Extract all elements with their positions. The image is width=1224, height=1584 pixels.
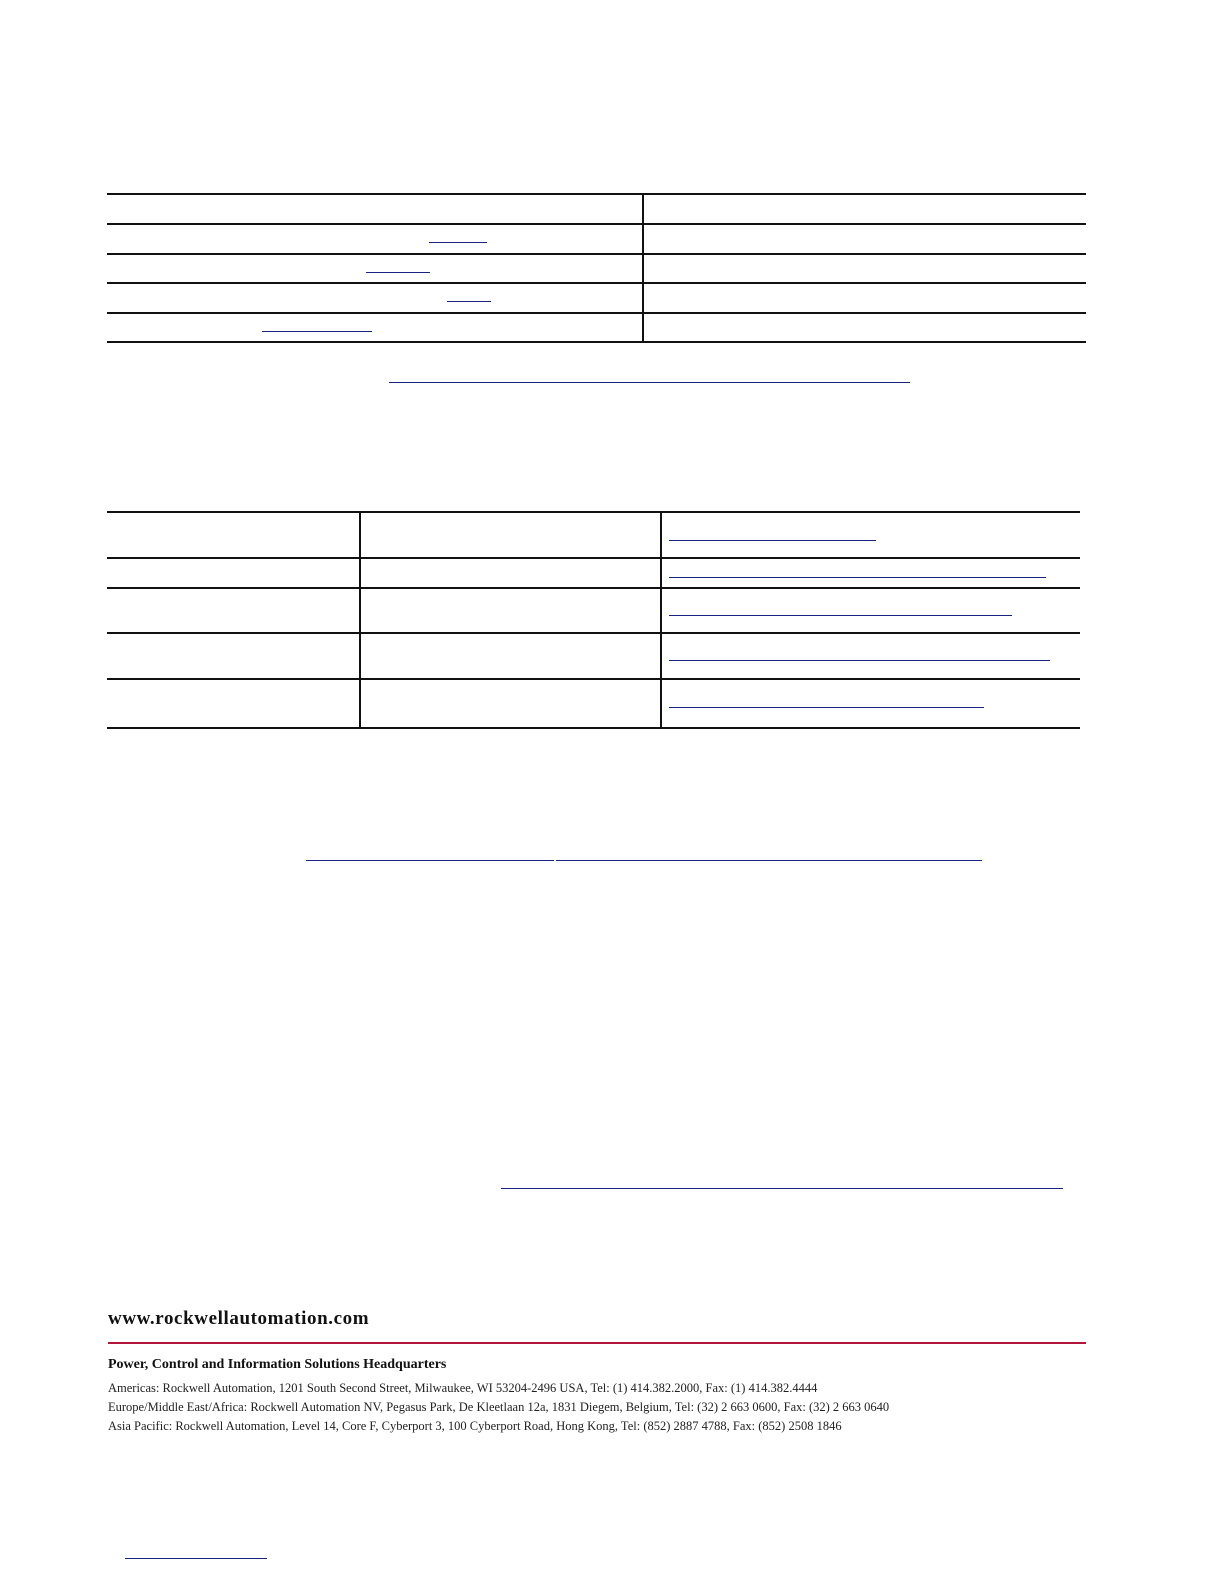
table-1-row-1-link[interactable] [429, 242, 487, 243]
footer-website[interactable]: www.rockwellautomation.com [108, 1308, 370, 1329]
table-1-column-divider [642, 194, 644, 342]
footer-divider [108, 1342, 1086, 1344]
table-2-row-2-link[interactable] [669, 577, 1046, 578]
table-2-top-rule [107, 511, 1080, 513]
bottom-link[interactable] [125, 1558, 267, 1559]
footer-asia-pacific-address: Asia Pacific: Rockwell Automation, Level 14, Core F, Cyberport 3, 100 Cyberport Road, Hong Kong, Tel: (852) 2887 4788, Fax: (852) 2508 1846 [108, 1419, 842, 1433]
paragraph-link-1[interactable] [389, 382, 910, 383]
table-2-bottom-rule [107, 727, 1080, 729]
footer-americas-address: Americas: Rockwell Automation, 1201 South Second Street, Milwaukee, WI 53204-2496 USA, Tel: (1) 414.382.2000, Fax: (1) 414.382.4444 [108, 1381, 818, 1395]
table-2-row-rule [107, 557, 1080, 559]
table-2-row-rule [107, 587, 1080, 589]
table-2-row-4-link[interactable] [669, 660, 1050, 661]
table-2-column-divider [660, 512, 662, 728]
table-1-bottom-rule [107, 341, 1086, 343]
table-1-row-2-link[interactable] [366, 272, 430, 273]
table-1-row-rule [107, 223, 1086, 225]
table-2-row-rule [107, 632, 1080, 634]
table-2-row-rule [107, 678, 1080, 680]
paragraph-link-2b[interactable] [556, 860, 982, 861]
paragraph-link-3[interactable] [501, 1188, 1063, 1189]
footer-emea-address: Europe/Middle East/Africa: Rockwell Automation NV, Pegasus Park, De Kleetlaan 12a, 1831 Diegem, Belgium, Tel: (32) 2 663 0600, Fax: (32) 2 663 0640 [108, 1400, 890, 1414]
table-1-row-4-link[interactable] [262, 331, 372, 332]
table-2-row-1-link[interactable] [669, 540, 876, 541]
table-1-row-rule [107, 253, 1086, 255]
table-2-row-5-link[interactable] [669, 707, 984, 708]
table-2-column-divider [359, 512, 361, 728]
paragraph-link-2a[interactable] [306, 860, 554, 861]
table-2-row-3-link[interactable] [669, 615, 1012, 616]
footer-headquarters-title: Power, Control and Information Solutions Headquarters [108, 1357, 447, 1372]
table-1-top-rule [107, 193, 1086, 195]
table-1-row-rule [107, 282, 1086, 284]
table-1-row-rule [107, 312, 1086, 314]
table-1-row-3-link[interactable] [447, 301, 491, 302]
